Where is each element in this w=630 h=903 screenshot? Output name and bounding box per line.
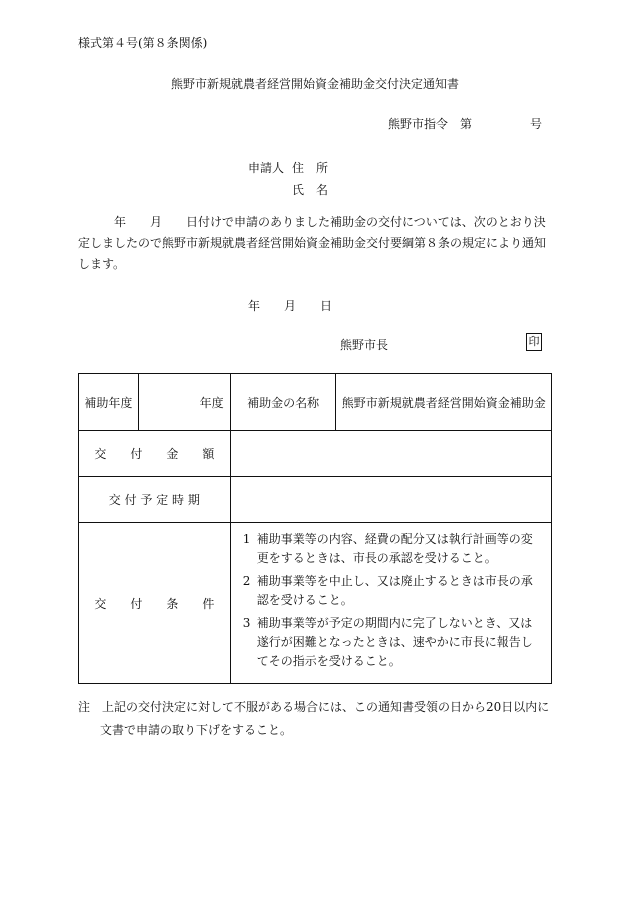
year-value-cell: 年度 xyxy=(138,374,230,431)
conditions-value-cell xyxy=(230,523,551,684)
subsidy-name-value-cell: 熊野市新規就農者経営開始資金補助金 xyxy=(336,374,552,431)
seal-mark: 印 xyxy=(526,333,542,351)
note-line-1: 注 上記の交付決定に対して不服がある場合には、この通知書受領の日から20日以内に xyxy=(78,700,550,714)
year-label-cell: 補助年度 xyxy=(79,374,139,431)
table-row xyxy=(79,523,552,684)
subsidy-table xyxy=(78,373,552,684)
note-line-2: 文書で申請の取り下げをすること。 xyxy=(100,723,293,737)
applicant-block xyxy=(248,157,328,201)
address-label: 住 所 xyxy=(292,161,329,175)
document-number-prefix: 熊野市指令 第 xyxy=(388,117,473,131)
condition-number: 1 xyxy=(242,531,251,546)
applicant-label: 申請人 xyxy=(248,161,285,175)
mayor-name: 熊野市長 xyxy=(340,338,389,352)
table-row xyxy=(79,431,552,477)
list-item xyxy=(239,530,543,568)
conditions-label-cell: 交 付 条 件 xyxy=(79,523,231,684)
table-row xyxy=(79,374,552,431)
form-label: 様式第４号(第８条関係) xyxy=(78,36,208,50)
amount-label-cell: 交 付 金 額 xyxy=(79,431,231,477)
condition-number: 2 xyxy=(242,573,251,588)
schedule-label-cell: 交 付 予 定 時 期 xyxy=(79,477,231,523)
conditions-list xyxy=(231,524,551,683)
schedule-value-cell xyxy=(230,477,551,523)
date-line: 年 月 日 xyxy=(248,299,333,313)
list-item xyxy=(239,572,543,610)
table-row xyxy=(79,477,552,523)
document-title: 熊野市新規就農者経営開始資金補助金交付決定通知書 xyxy=(170,77,459,91)
document-number-suffix: 号 xyxy=(530,117,543,131)
condition-text: 補助事業等が予定の期間内に完了しないとき、又は遂行が困難となったときは、速やかに市長に報告してその指示を受けること。 xyxy=(256,615,533,668)
condition-text: 補助事業等を中止し、又は廃止するときは市長の承認を受けること。 xyxy=(256,573,533,607)
condition-text: 補助事業等の内容、経費の配分又は執行計画等の変更をするときは、市長の承認を受けること。 xyxy=(256,531,533,565)
body-text: 年 月 日付けで申請のありました補助金の交付については、次のとおり決定しましたので熊野市新規就農者経営開始資金補助金交付要綱第８条の規定により通知します。 xyxy=(78,215,547,271)
amount-value-cell xyxy=(230,431,551,477)
note xyxy=(78,696,552,742)
document-number xyxy=(388,115,542,132)
condition-number: 3 xyxy=(242,615,251,630)
list-item xyxy=(239,614,543,671)
subsidy-name-label-cell: 補助金の名称 xyxy=(230,374,336,431)
name-label: 氏 名 xyxy=(292,183,329,197)
